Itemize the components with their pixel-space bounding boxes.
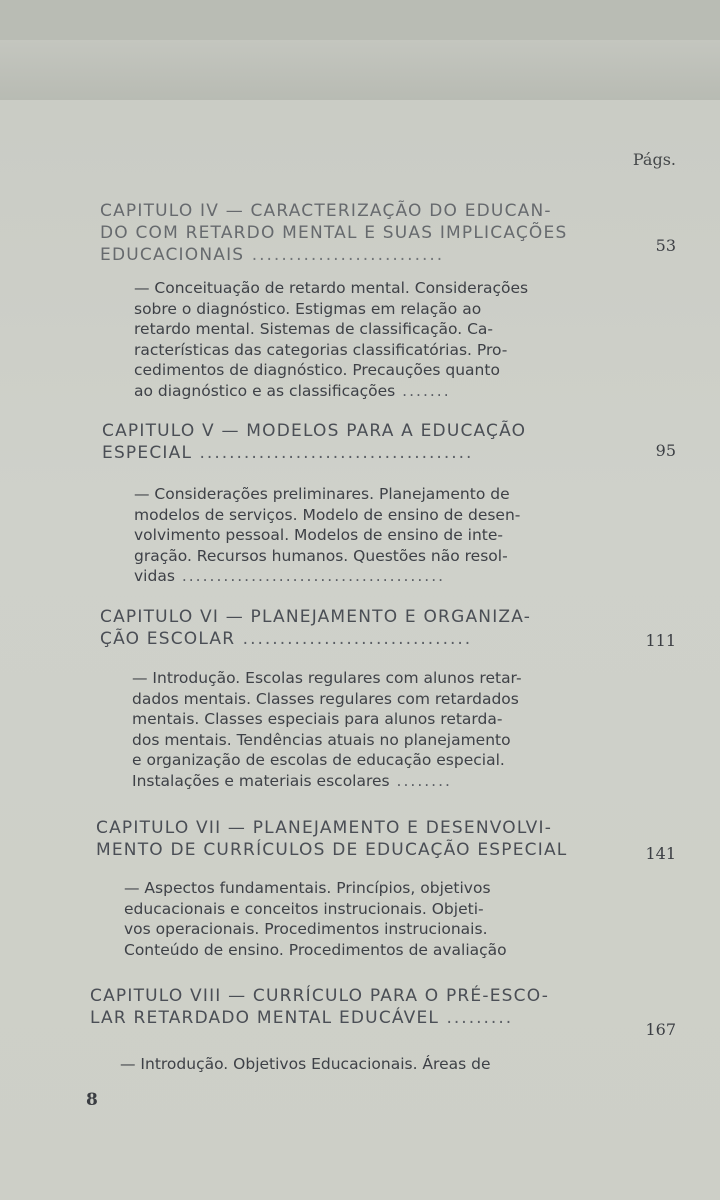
chapter-7-page-number: 141 bbox=[645, 844, 676, 863]
summary-line: racterísticas das categorias classificatórias. Pro- bbox=[134, 340, 508, 359]
chapter-6-line-2: ÇÃO ESCOLAR ............................... bbox=[100, 629, 473, 649]
summary-line: educacionais e conceitos instrucionais. Objeti- bbox=[124, 899, 484, 918]
chapter-7-line-2: MENTO DE CURRÍCULOS DE EDUCAÇÃO ESPECIAL bbox=[96, 840, 568, 860]
summary-line: — Conceituação de retardo mental. Considerações bbox=[134, 279, 529, 297]
summary-line: — Aspectos fundamentais. Princípios, objetivos bbox=[124, 879, 491, 897]
summary-line: modelos de serviços. Modelo de ensino de desen- bbox=[134, 505, 521, 524]
chapter-8-line-1: CAPITULO VIII — CURRÍCULO PARA O PRÉ-ESCO- bbox=[90, 986, 550, 1006]
summary-line: mentais. Classes especiais para alunos retarda- bbox=[132, 710, 503, 728]
chapter-5-page-number: 95 bbox=[655, 441, 676, 460]
chapter-6-title bbox=[100, 606, 615, 650]
chapter-7-title bbox=[96, 817, 616, 861]
chapter-8-summary bbox=[120, 1054, 614, 1075]
summary-line: gração. Recursos humanos. Questões não resol- bbox=[134, 546, 508, 565]
summary-line: — Introdução. Escolas regulares com alunos retar- bbox=[132, 669, 522, 687]
dot-leader: ....... bbox=[395, 381, 451, 400]
summary-line: — Introdução. Objetivos Educacionais. Áreas de bbox=[120, 1055, 491, 1073]
pages-column-header: Págs. bbox=[632, 150, 676, 169]
chapter-5-summary bbox=[134, 484, 614, 587]
dot-leader: .......................... bbox=[244, 245, 445, 265]
chapter-7-line-1: CAPITULO VII — PLANEJAMENTO E DESENVOLVI- bbox=[96, 818, 553, 838]
chapter-4-line-3: EDUCACIONAIS .......................... bbox=[100, 245, 445, 265]
dot-leader: ..................................... bbox=[192, 443, 474, 463]
chapter-6-line-1: CAPITULO VI — PLANEJAMENTO E ORGANIZA- bbox=[100, 607, 532, 627]
summary-line: vos operacionais. Procedimentos instrucionais. bbox=[124, 920, 488, 938]
folio-page-number: 8 bbox=[86, 1090, 98, 1110]
summary-line: volvimento pessoal. Modelos de ensino de inte- bbox=[134, 526, 503, 544]
chapter-5-title bbox=[102, 420, 617, 464]
dot-leader: ............................... bbox=[235, 629, 473, 649]
chapter-5-line-2: ESPECIAL ..................................... bbox=[102, 443, 474, 463]
page-top-edge bbox=[0, 40, 720, 100]
summary-line: e organização de escolas de educação especial. bbox=[132, 751, 505, 769]
chapter-8-title bbox=[90, 985, 616, 1029]
chapter-4-summary bbox=[134, 278, 614, 401]
summary-line: Instalações e materiais escolares ........ bbox=[132, 771, 452, 790]
chapter-4-page-number: 53 bbox=[655, 236, 676, 255]
summary-line: — Considerações preliminares. Planejamento de bbox=[134, 485, 510, 503]
summary-line: dos mentais. Tendências atuais no planejamento bbox=[132, 730, 511, 749]
summary-line: ao diagnóstico e as classificações ....... bbox=[134, 381, 451, 400]
summary-line: retardo mental. Sistemas de classificação. Ca- bbox=[134, 320, 493, 338]
chapter-4-title bbox=[100, 200, 615, 266]
chapter-8-page-number: 167 bbox=[645, 1020, 676, 1039]
chapter-4-line-2: DO COM RETARDO MENTAL E SUAS IMPLICAÇÕES bbox=[100, 223, 568, 243]
chapter-8-line-2: LAR RETARDADO MENTAL EDUCÁVEL ......... bbox=[90, 1008, 514, 1028]
dot-leader: ......... bbox=[439, 1008, 514, 1028]
chapter-6-page-number: 111 bbox=[645, 631, 676, 650]
summary-line: vidas ...................................... bbox=[134, 567, 446, 585]
summary-line: cedimentos de diagnóstico. Precauções quanto bbox=[134, 361, 500, 379]
dot-leader: ........ bbox=[389, 771, 452, 790]
summary-line: dados mentais. Classes regulares com retardados bbox=[132, 689, 519, 708]
chapter-4-line-1: CAPITULO IV — CARACTERIZAÇÃO DO EDUCAN- bbox=[100, 201, 552, 221]
chapter-5-line-1: CAPITULO V — MODELOS PARA A EDUCAÇÃO bbox=[102, 421, 527, 441]
summary-line: Conteúdo de ensino. Procedimentos de avaliação bbox=[124, 940, 507, 959]
dot-leader: ...................................... bbox=[174, 567, 446, 585]
chapter-7-summary bbox=[124, 878, 614, 960]
summary-line: sobre o diagnóstico. Estigmas em relação ao bbox=[134, 299, 482, 318]
chapter-6-summary bbox=[132, 668, 612, 791]
